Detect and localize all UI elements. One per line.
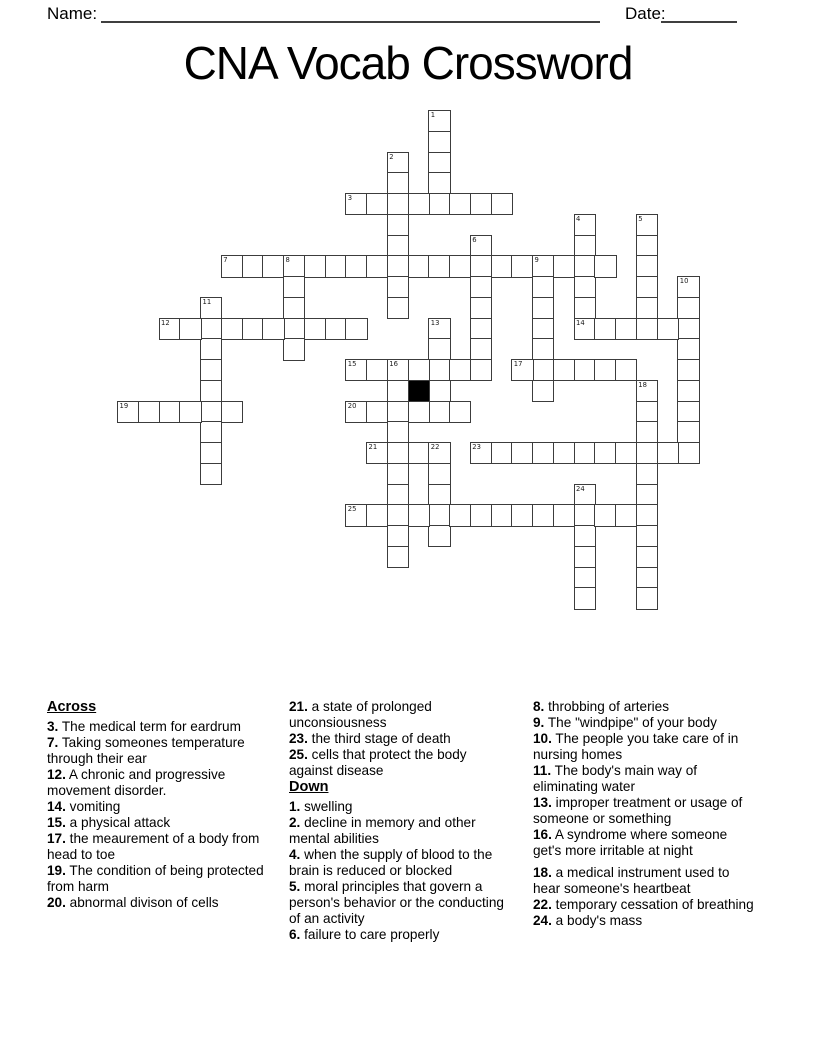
grid-cell[interactable] <box>428 504 450 526</box>
grid-cell[interactable] <box>677 380 699 402</box>
grid-cell[interactable] <box>594 442 616 464</box>
name-label: Name: <box>47 4 98 23</box>
grid-cell[interactable] <box>636 421 658 443</box>
clue-column <box>47 699 268 911</box>
grid-cell[interactable] <box>200 442 222 464</box>
grid-cell[interactable] <box>636 235 658 257</box>
grid-cell[interactable] <box>428 484 450 506</box>
grid-cell[interactable] <box>574 567 596 589</box>
grid-cell[interactable] <box>428 318 450 340</box>
grid-cell[interactable] <box>428 463 450 485</box>
grid-cell[interactable] <box>449 401 471 423</box>
grid-cell[interactable] <box>428 380 450 402</box>
grid-cell[interactable] <box>615 442 637 464</box>
grid-cell[interactable] <box>574 504 596 526</box>
grid-cell[interactable] <box>366 255 388 277</box>
grid-cell[interactable] <box>304 318 326 340</box>
grid-cell[interactable] <box>470 318 492 340</box>
clue-5: 5. moral principles that govern a person's behavior or the conducting of an activity <box>289 879 504 926</box>
grid-cell[interactable] <box>117 401 139 423</box>
grid-cell[interactable] <box>491 504 513 526</box>
cell-number: 17 <box>513 360 523 368</box>
grid-cell[interactable] <box>677 442 699 464</box>
cell-number: 12 <box>161 318 170 327</box>
grid-cell[interactable] <box>200 297 222 319</box>
grid-cell[interactable] <box>532 442 554 464</box>
grid-cell[interactable] <box>221 401 243 423</box>
grid-cell[interactable] <box>470 359 492 381</box>
grid-cell[interactable] <box>574 546 596 568</box>
grid-cell[interactable] <box>636 214 658 236</box>
cell-number: 6 <box>472 235 477 244</box>
grid-cell[interactable] <box>387 463 409 485</box>
grid-cell[interactable] <box>594 359 616 381</box>
grid-cell[interactable] <box>636 567 658 589</box>
grid-cell[interactable] <box>470 193 492 215</box>
grid-cell[interactable] <box>408 401 430 423</box>
grid-cell[interactable] <box>428 110 450 132</box>
grid-cell[interactable] <box>677 318 699 340</box>
clue-12: 12. A chronic and progressive movement disorder. <box>47 767 226 798</box>
grid-cell[interactable] <box>262 255 284 277</box>
cell-number: 21 <box>368 443 378 451</box>
grid-cell[interactable] <box>677 421 699 443</box>
grid-cell[interactable] <box>387 525 409 547</box>
clue-4: 4. when the supply of blood to the brain is reduced or blocked <box>289 847 493 878</box>
grid-cell[interactable] <box>428 525 450 547</box>
grid-cell[interactable] <box>553 504 575 526</box>
cell-number: 18 <box>638 380 647 389</box>
clue-25: 25. cells that protect the body against disease <box>289 747 467 778</box>
grid-cell[interactable] <box>636 380 658 402</box>
grid-cell[interactable] <box>470 255 492 277</box>
grid-cell[interactable] <box>387 255 409 277</box>
grid-cell[interactable] <box>636 442 658 464</box>
grid-cell[interactable] <box>574 525 596 547</box>
grid-cell[interactable] <box>574 318 596 340</box>
grid-cell[interactable] <box>200 421 222 443</box>
grid-cell[interactable] <box>366 504 388 526</box>
grid-cell[interactable] <box>532 297 554 319</box>
grid-cell[interactable] <box>532 504 554 526</box>
grid-cell[interactable] <box>449 193 471 215</box>
clue-15: 15. a physical attack <box>47 815 171 830</box>
grid-cell[interactable] <box>511 442 533 464</box>
grid-cell[interactable] <box>553 359 575 381</box>
grid-cell[interactable] <box>428 338 450 360</box>
cell-number: 9 <box>534 256 539 265</box>
grid-cell[interactable] <box>345 193 367 215</box>
grid-cell[interactable] <box>242 255 264 277</box>
cell-number: 2 <box>389 152 394 161</box>
clue-2: 2. decline in memory and other mental abilities <box>289 815 476 846</box>
grid-cell[interactable] <box>200 380 222 402</box>
cell-number: 1 <box>430 111 436 119</box>
grid-cell[interactable] <box>636 255 658 277</box>
grid-cell[interactable] <box>511 255 533 277</box>
grid-cell[interactable] <box>428 193 450 215</box>
clue-10: 10. The people you take care of in nursing homes <box>533 731 739 762</box>
grid-cell[interactable] <box>387 504 409 526</box>
grid-cell[interactable] <box>283 276 305 298</box>
grid-cell[interactable] <box>636 463 658 485</box>
grid-cell[interactable] <box>200 463 222 485</box>
clue-17: 17. the meaurement of a body from head to toe <box>47 831 260 862</box>
grid-cell[interactable] <box>387 380 409 402</box>
cell-number: 13 <box>430 318 440 327</box>
grid-cell[interactable] <box>636 484 658 506</box>
grid-cell[interactable] <box>470 338 492 360</box>
grid-cell[interactable] <box>677 297 699 319</box>
grid-cell[interactable] <box>325 255 347 277</box>
grid-cell[interactable] <box>138 401 160 423</box>
grid-cell[interactable] <box>636 587 658 609</box>
clue-7: 7. Taking someones temperature through their ear <box>47 735 245 766</box>
grid-cell[interactable] <box>387 193 409 215</box>
cell-number: 7 <box>223 256 228 265</box>
clue-16: 16. A syndrome where someone get's more irritable at night <box>533 827 728 858</box>
clue-13: 13. improper treatment or usage of someone or something <box>533 795 743 826</box>
grid-cell[interactable] <box>449 359 471 381</box>
grid-cell[interactable] <box>200 359 222 381</box>
cell-number: 3 <box>347 194 353 202</box>
grid-cell[interactable] <box>345 359 367 381</box>
grid-cell[interactable] <box>283 255 305 277</box>
grid-cell[interactable] <box>677 359 699 381</box>
clue-header-down: Down <box>289 779 329 795</box>
clue-6: 6. failure to care properly <box>289 927 440 942</box>
grid-cell[interactable] <box>387 546 409 568</box>
grid-cell[interactable] <box>594 318 616 340</box>
page-title: CNA Vocab Crossword <box>183 37 633 89</box>
grid-cell[interactable] <box>408 359 430 381</box>
grid-cell[interactable] <box>345 318 367 340</box>
grid-cell[interactable] <box>408 442 430 464</box>
clue-20: 20. abnormal divison of cells <box>47 895 219 910</box>
grid-cell[interactable] <box>553 255 575 277</box>
grid-cell[interactable] <box>636 318 658 340</box>
cell-number: 16 <box>389 360 398 368</box>
grid-cell[interactable] <box>491 255 513 277</box>
grid-cell[interactable] <box>428 131 450 153</box>
clue-9: 9. The "windpipe" of your body <box>533 715 717 730</box>
clue-23: 23. the third stage of death <box>289 731 451 746</box>
grid-cell[interactable] <box>345 255 367 277</box>
grid-cell[interactable] <box>387 235 409 257</box>
grid-cell[interactable] <box>428 442 450 464</box>
grid-cell[interactable] <box>636 401 658 423</box>
grid-cell[interactable] <box>511 359 533 381</box>
grid-cell[interactable] <box>574 276 596 298</box>
grid-cell[interactable] <box>491 442 513 464</box>
grid-cell[interactable] <box>283 297 305 319</box>
grid-cell[interactable] <box>242 318 264 340</box>
grid-cell[interactable] <box>574 359 596 381</box>
grid-cell[interactable] <box>262 318 284 340</box>
grid-cell[interactable] <box>470 504 492 526</box>
clue-3: 3. The medical term for eardrum <box>47 719 241 734</box>
cell-number: 19 <box>119 401 129 410</box>
cell-number: 20 <box>347 401 357 410</box>
grid-cell[interactable] <box>532 380 554 402</box>
cell-number: 22 <box>430 443 440 451</box>
grid-cell[interactable] <box>428 172 450 194</box>
grid-cell[interactable] <box>387 442 409 464</box>
cell-number: 23 <box>472 443 481 451</box>
clue-18: 18. a medical instrument used to hear someone's heartbeat <box>533 865 730 896</box>
cell-number: 15 <box>347 360 357 368</box>
grid-cell[interactable] <box>387 152 409 174</box>
grid-cell[interactable] <box>615 504 637 526</box>
grid-cell[interactable] <box>594 255 616 277</box>
name-blank-line[interactable] <box>101 4 600 23</box>
clue-14: 14. vomiting <box>47 799 121 814</box>
grid-cell[interactable] <box>387 484 409 506</box>
grid-cell[interactable] <box>366 359 388 381</box>
grid-cell[interactable] <box>636 297 658 319</box>
grid-cell[interactable] <box>594 504 616 526</box>
grid-cell[interactable] <box>200 318 222 340</box>
date-blank-line[interactable] <box>661 4 737 23</box>
clue-8: 8. throbbing of arteries <box>533 699 670 714</box>
clue-24: 24. a body's mass <box>533 913 643 928</box>
grid-cell[interactable] <box>532 318 554 340</box>
grid-cell[interactable] <box>408 255 430 277</box>
cell-number: 24 <box>576 484 585 493</box>
grid-cell[interactable] <box>428 255 450 277</box>
grid-cell[interactable] <box>345 401 367 423</box>
grid-cell[interactable] <box>574 255 596 277</box>
grid-cell[interactable] <box>470 235 492 257</box>
grid-cell[interactable] <box>366 193 388 215</box>
grid-cell[interactable] <box>636 504 658 526</box>
grid-cell[interactable] <box>657 442 679 464</box>
clue-column <box>533 699 754 929</box>
grid-cell[interactable] <box>221 255 243 277</box>
cell-number: 8 <box>285 256 290 265</box>
cell-number: 5 <box>638 214 643 223</box>
grid-cell[interactable] <box>366 442 388 464</box>
grid-cell[interactable] <box>387 172 409 194</box>
black-cell <box>408 380 430 402</box>
grid-cell[interactable] <box>159 401 181 423</box>
grid-cell[interactable] <box>636 546 658 568</box>
grid-cell[interactable] <box>574 587 596 609</box>
date-label: Date: <box>625 4 666 23</box>
clue-header-across: Across <box>47 699 97 715</box>
grid-cell[interactable] <box>366 401 388 423</box>
grid-cell[interactable] <box>636 525 658 547</box>
cell-number: 11 <box>202 297 212 306</box>
grid-cell[interactable] <box>574 484 596 506</box>
grid-cell[interactable] <box>677 338 699 360</box>
cell-number: 25 <box>347 505 357 514</box>
clue-1: 1. swelling <box>289 799 353 814</box>
clue-column <box>289 699 510 943</box>
grid-cell[interactable] <box>470 276 492 298</box>
grid-cell[interactable] <box>532 255 554 277</box>
grid-cell[interactable] <box>428 401 450 423</box>
grid-cell[interactable] <box>200 338 222 360</box>
grid-cell[interactable] <box>574 214 596 236</box>
clue-21: 21. a state of prolonged unconsiousness <box>289 699 432 730</box>
grid-cell[interactable] <box>325 318 347 340</box>
grid-cell[interactable] <box>387 214 409 236</box>
grid-cell[interactable] <box>615 359 637 381</box>
grid-cell[interactable] <box>470 442 492 464</box>
cell-number: 10 <box>679 277 689 285</box>
grid-cell[interactable] <box>304 255 326 277</box>
grid-cell[interactable] <box>159 318 181 340</box>
cell-number: 14 <box>576 318 585 327</box>
grid-cell[interactable] <box>532 359 554 381</box>
grid-cell[interactable] <box>408 504 430 526</box>
grid-cell[interactable] <box>532 276 554 298</box>
grid-cell[interactable] <box>200 401 222 423</box>
grid-cell[interactable] <box>179 318 201 340</box>
clue-11: 11. The body's main way of eliminating water <box>533 763 698 794</box>
grid-cell[interactable] <box>532 338 554 360</box>
grid-cell[interactable] <box>636 276 658 298</box>
grid-cell[interactable] <box>677 276 699 298</box>
grid-cell[interactable] <box>387 359 409 381</box>
grid-cell[interactable] <box>283 318 305 340</box>
grid-cell[interactable] <box>470 297 492 319</box>
grid-cell[interactable] <box>615 318 637 340</box>
grid-cell[interactable] <box>511 504 533 526</box>
grid-cell[interactable] <box>574 442 596 464</box>
grid-cell[interactable] <box>387 297 409 319</box>
grid-cell[interactable] <box>449 504 471 526</box>
cell-number: 4 <box>576 214 581 223</box>
grid-cell[interactable] <box>449 255 471 277</box>
grid-cell[interactable] <box>387 421 409 443</box>
grid-cell[interactable] <box>657 318 679 340</box>
grid-cell[interactable] <box>677 401 699 423</box>
grid-cell[interactable] <box>387 276 409 298</box>
grid-cell[interactable] <box>553 442 575 464</box>
grid-cell[interactable] <box>491 193 513 215</box>
grid-cell[interactable] <box>574 297 596 319</box>
grid-cell[interactable] <box>574 235 596 257</box>
grid-cell[interactable] <box>387 401 409 423</box>
clue-22: 22. temporary cessation of breathing <box>533 897 754 912</box>
grid-cell[interactable] <box>221 318 243 340</box>
grid-cell[interactable] <box>428 152 450 174</box>
grid-cell[interactable] <box>408 193 430 215</box>
clue-19: 19. The condition of being protected from harm <box>47 863 264 894</box>
grid-cell[interactable] <box>428 359 450 381</box>
grid-cell[interactable] <box>283 338 305 360</box>
grid-cell[interactable] <box>345 504 367 526</box>
grid-cell[interactable] <box>179 401 201 423</box>
